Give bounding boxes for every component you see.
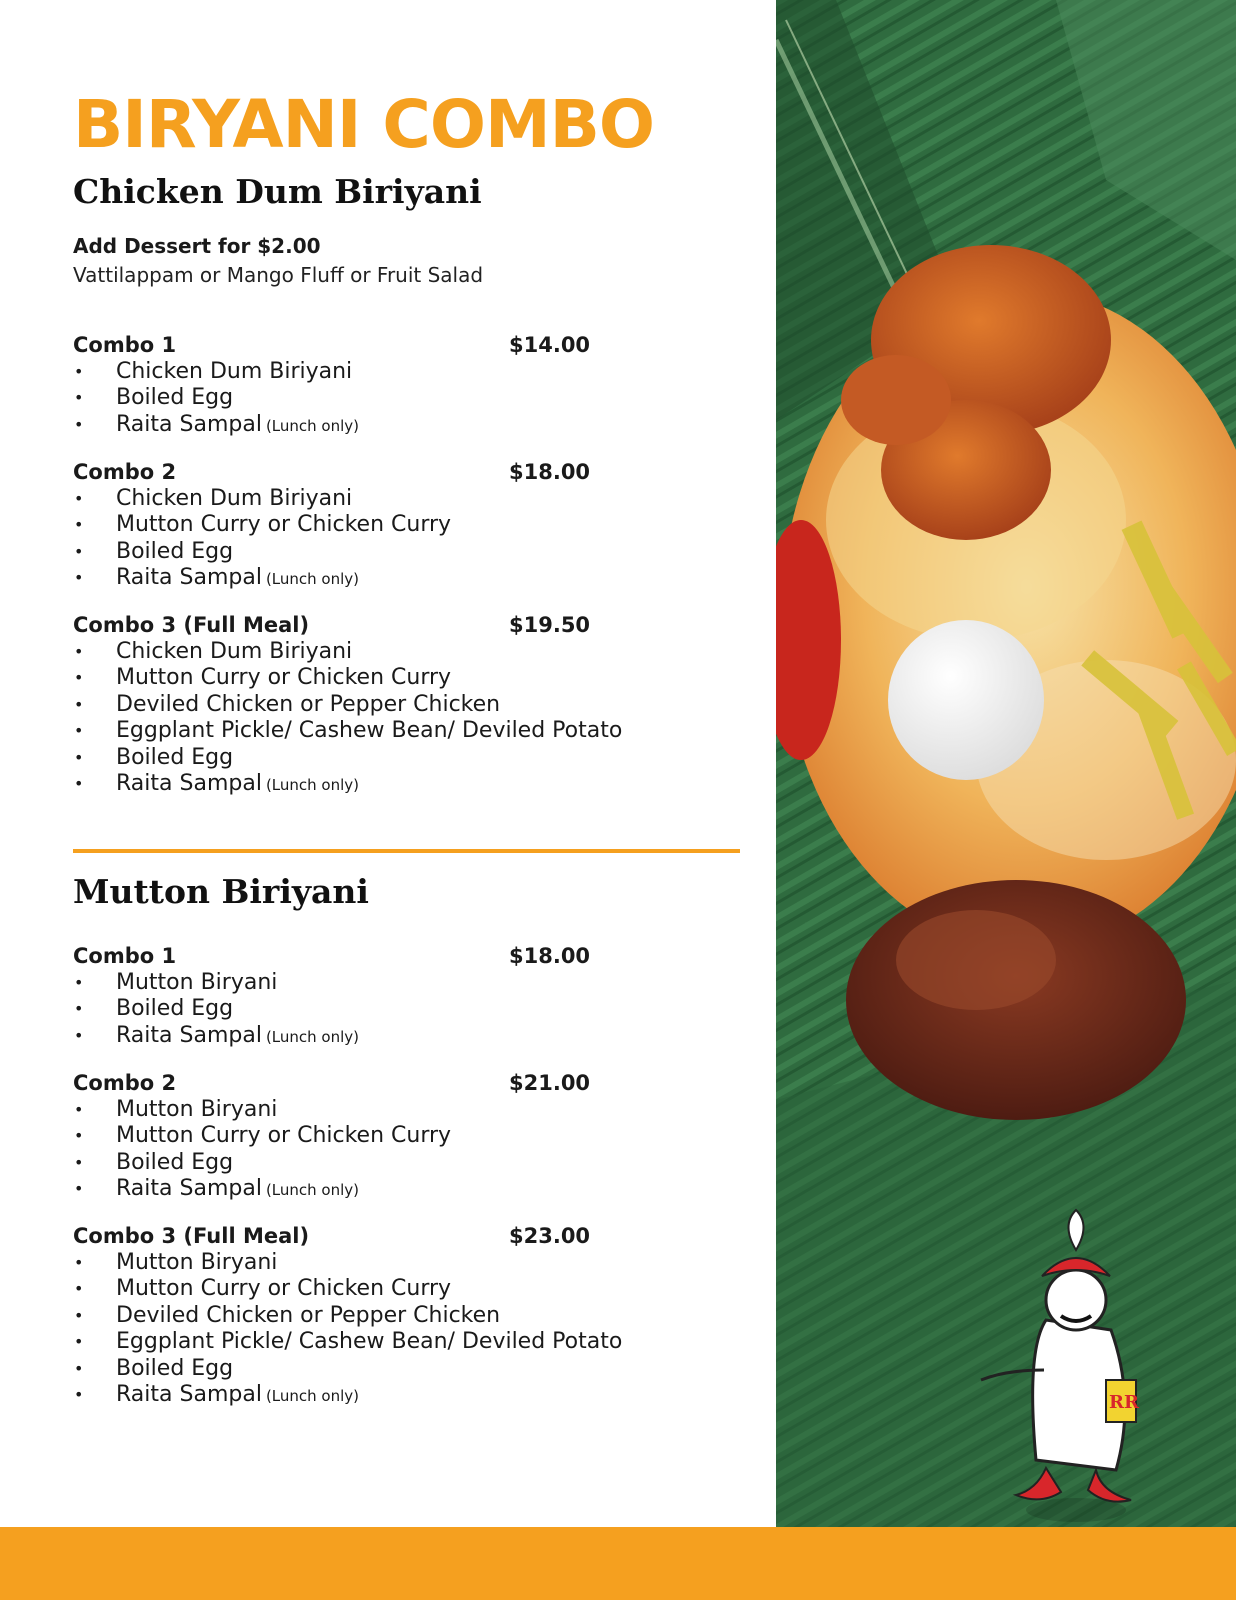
list-item: • Mutton Biryani — [74, 1097, 278, 1122]
list-item: • Boiled Egg — [74, 538, 234, 564]
combo-name: Combo 2 — [73, 1071, 177, 1095]
list-item: • Boiled Egg — [74, 385, 234, 411]
mutton-combo-3 — [73, 1224, 753, 1408]
item-note: (Lunch only) — [265, 570, 359, 589]
dessert-options: Vattilappam or Mango Fluff or Fruit Salad — [73, 263, 484, 287]
list-item: • Mutton Biryani — [74, 1250, 278, 1275]
bullet-icon: • — [74, 1152, 84, 1172]
bullet-icon: • — [74, 541, 84, 561]
combo-name: Combo 3 (Full Meal) — [73, 1224, 310, 1248]
item-note: (Lunch only) — [265, 1181, 359, 1200]
list-item: • Boiled Egg — [74, 996, 234, 1022]
combo-name: Combo 1 — [73, 333, 177, 357]
bullet-icon: • — [74, 1358, 84, 1378]
combo-price: $18.00 — [509, 460, 591, 484]
bullet-icon: • — [74, 1279, 84, 1299]
combo-price: $23.00 — [509, 1224, 591, 1248]
list-item: • Chicken Dum Biriyani — [74, 486, 353, 511]
list-item: • Mutton Curry or Chicken Curry — [74, 1276, 452, 1302]
combo-name: Combo 2 — [73, 460, 177, 484]
list-item: • Raita Sampal (Lunch only) — [74, 1381, 359, 1407]
chicken-combo-1 — [73, 333, 753, 438]
list-item: • Boiled Egg — [74, 1355, 234, 1381]
bullet-icon: • — [74, 721, 84, 741]
list-item: • Mutton Curry or Chicken Curry — [74, 512, 452, 538]
bullet-icon: • — [74, 489, 84, 508]
bullet-icon: • — [74, 747, 84, 767]
item-note: (Lunch only) — [265, 1386, 359, 1405]
list-item: • Raita Sampal (Lunch only) — [74, 411, 359, 437]
list-item: • Boiled Egg — [74, 744, 234, 770]
bullet-icon: • — [74, 515, 84, 535]
combo-price: $18.00 — [509, 944, 591, 968]
list-item: • Chicken Dum Biriyani — [74, 359, 353, 384]
list-item: • Mutton Curry or Chicken Curry — [74, 665, 452, 691]
chicken-combo-3 — [73, 613, 753, 797]
list-item: • Chicken Dum Biriyani — [74, 639, 353, 664]
list-item: • Deviled Chicken or Pepper Chicken — [74, 1302, 501, 1328]
chicken-combo-2 — [73, 460, 753, 592]
bullet-icon: • — [74, 773, 84, 793]
list-item: • Raita Sampal (Lunch only) — [74, 565, 359, 591]
combo-price: $14.00 — [509, 333, 591, 357]
list-item: • Mutton Curry or Chicken Curry — [74, 1123, 452, 1149]
bullet-icon: • — [74, 999, 84, 1019]
bullet-icon: • — [74, 1305, 84, 1325]
mutton-combo-1 — [73, 944, 753, 1049]
bullet-icon: • — [74, 973, 84, 992]
list-item: • Boiled Egg — [74, 1149, 234, 1175]
biryani-photo — [776, 0, 1236, 1527]
bullet-icon: • — [74, 1025, 84, 1045]
item-note: (Lunch only) — [265, 775, 359, 794]
bullet-icon: • — [74, 1126, 84, 1146]
dessert-addon-label: Add Dessert for $2.00 — [73, 234, 321, 258]
mutton-section-title: Mutton Biriyani — [73, 872, 369, 911]
list-item: • Raita Sampal (Lunch only) — [74, 1022, 359, 1048]
bullet-icon: • — [74, 1384, 84, 1404]
item-note: (Lunch only) — [265, 416, 359, 435]
list-item: • Raita Sampal (Lunch only) — [74, 1176, 359, 1202]
bullet-icon: • — [74, 388, 84, 408]
combo-name: Combo 3 (Full Meal) — [73, 613, 310, 637]
section-divider — [73, 849, 740, 853]
bullet-icon: • — [74, 1100, 84, 1119]
combo-price: $21.00 — [509, 1071, 591, 1095]
mutton-combo-2 — [73, 1071, 753, 1203]
footer-bar — [0, 1527, 1236, 1600]
combo-name: Combo 1 — [73, 944, 177, 968]
bullet-icon: • — [74, 362, 84, 381]
chicken-section-title: Chicken Dum Biriyani — [73, 172, 482, 211]
bullet-icon: • — [74, 1253, 84, 1272]
bullet-icon: • — [74, 1179, 84, 1199]
page-title: BIRYANI COMBO — [73, 86, 655, 163]
bullet-icon: • — [74, 694, 84, 714]
item-note: (Lunch only) — [265, 1027, 359, 1046]
list-item: • Raita Sampal (Lunch only) — [74, 770, 359, 796]
svg-text:RR: RR — [1109, 1392, 1139, 1413]
combo-price: $19.50 — [509, 613, 591, 637]
list-item: • Deviled Chicken or Pepper Chicken — [74, 691, 501, 717]
list-item: • Mutton Biryani — [74, 970, 278, 995]
bullet-icon: • — [74, 1332, 84, 1352]
bullet-icon: • — [74, 414, 84, 434]
list-item: • Eggplant Pickle/ Cashew Bean/ Deviled Potato — [74, 718, 623, 744]
bullet-icon: • — [74, 568, 84, 588]
bullet-icon: • — [74, 668, 84, 688]
bullet-icon: • — [74, 642, 84, 661]
list-item: • Eggplant Pickle/ Cashew Bean/ Deviled Potato — [74, 1329, 623, 1355]
